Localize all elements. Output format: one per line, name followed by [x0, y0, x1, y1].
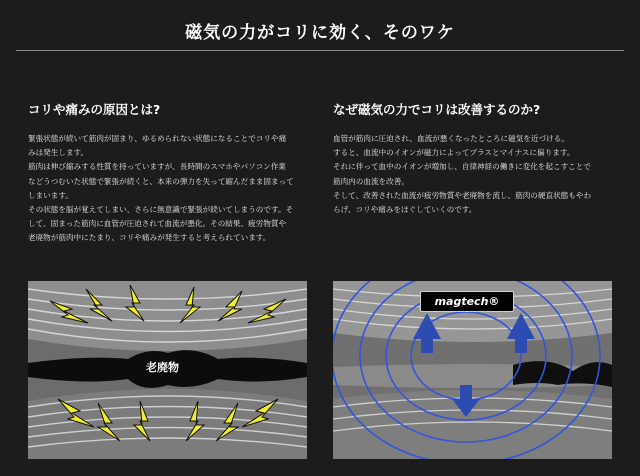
- page-title: 磁気の力がコリに効く、そのワケ: [185, 23, 455, 43]
- magnet-illustration: [333, 281, 612, 459]
- title-divider: [16, 50, 624, 51]
- magtech-brand-badge: magtech®: [420, 291, 514, 312]
- mechanism-body: 血管が筋肉に圧迫され、血流が悪くなったところに磁気を近づける。 すると、血流中のイオンが磁力によってプラスとマイナスに偏ります。 それに伴って血中のイオンが増加し、自律神経の働きに変化を起こすことで 筋肉内の血流を改善。 そして、改善された血流が疲労物質や老廃物を流し、筋肉の硬直状態もやわ らげ、コリや痛みをほぐしていくのです。: [333, 134, 592, 215]
- cause-heading: コリや痛みの原因とは?: [28, 102, 161, 117]
- cause-body: 緊張状態が続いて筋肉が固まり、ゆるめられない状態になることでコリや痛 みは発生します。 筋肉は伸び縮みする性質を持っていますが、長時間のスマホやパソコン作業 などうつむいた状態で緊張が続くと、本来の弾力を失って縮んだまま固まって しまいます。 その状態を脳が覚えてしまい、さらに無意識で緊張が続いてしまうのです。そ して、固まった筋肉に血管が圧迫されて血流が悪化。その結果、疲労物質や 老廃物が筋肉中にたまり、コリや痛みが発生すると考えられています。: [28, 134, 294, 243]
- cause-section: [28, 100, 308, 246]
- stiffness-illustration: [28, 281, 307, 459]
- mechanism-section: [333, 100, 613, 217]
- mechanism-heading: なぜ磁気の力でコリは改善するのか?: [333, 102, 541, 117]
- waste-label: 老廃物: [146, 361, 179, 374]
